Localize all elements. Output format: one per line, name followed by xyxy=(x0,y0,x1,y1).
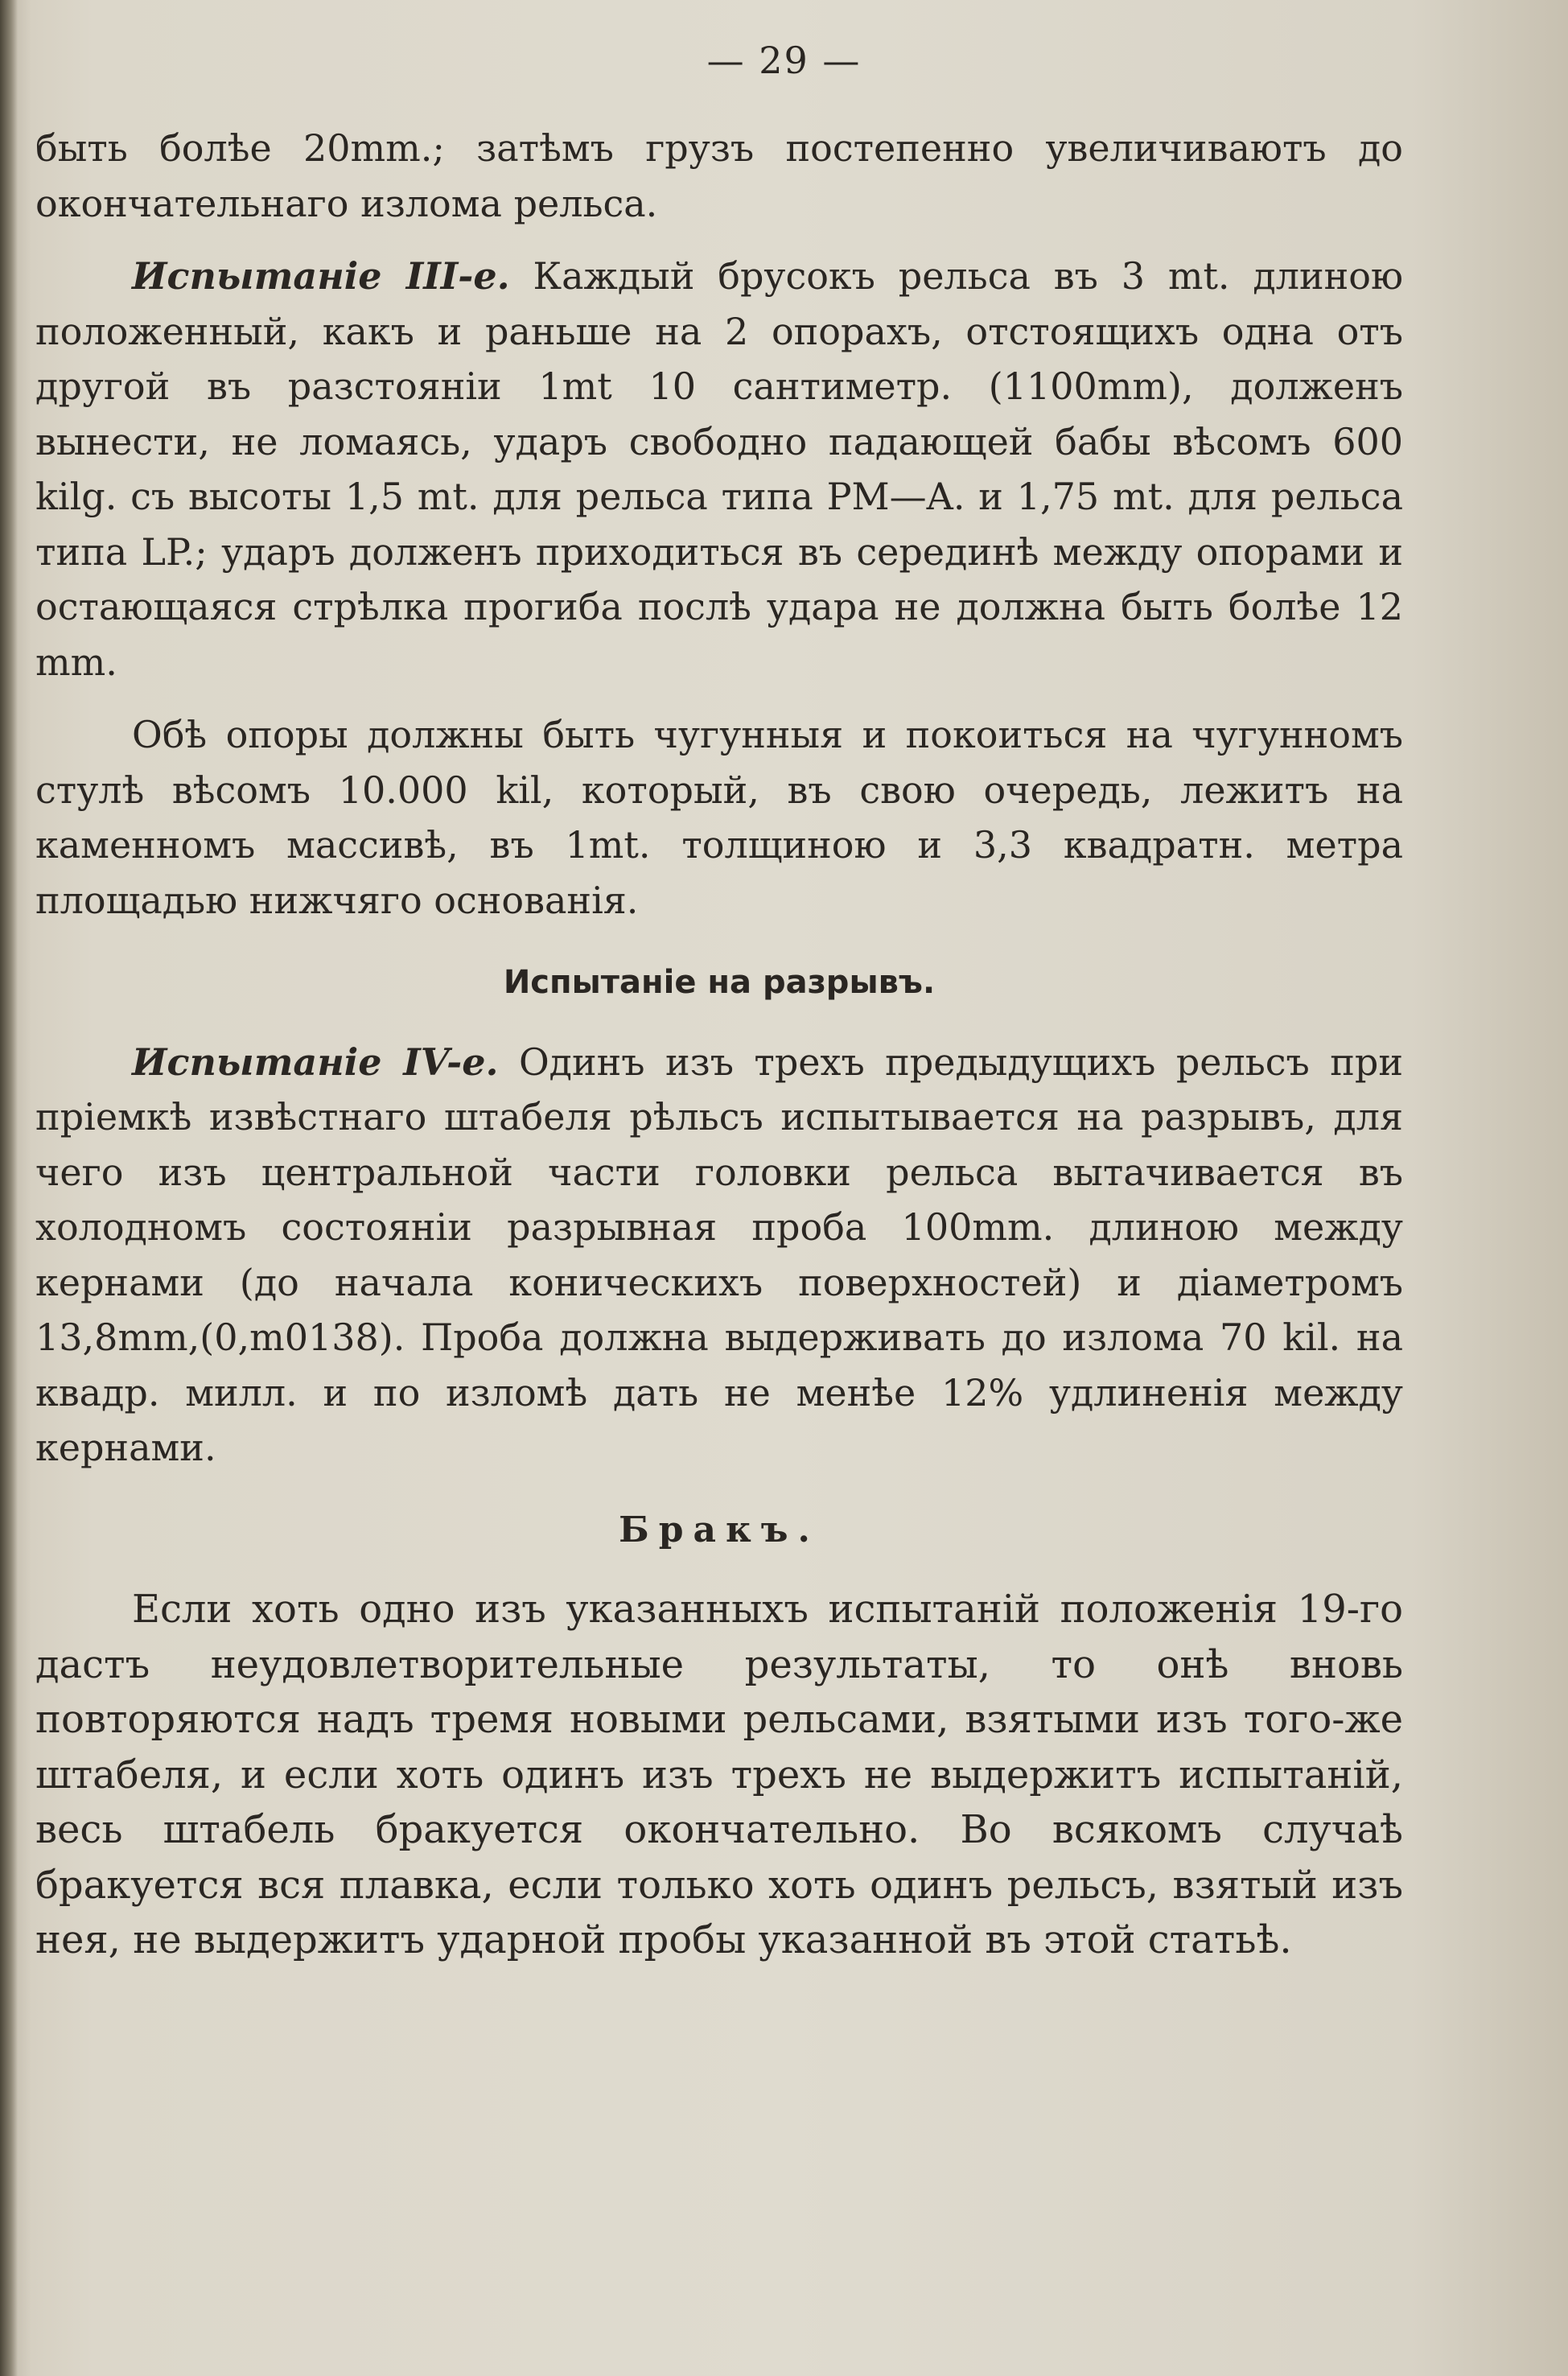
section-heading-tensile: Испытаніе на разрывъ. xyxy=(503,964,936,1001)
paragraph-reject: Если хоть одно изъ указанныхъ испытаній положенія 19-го дастъ неудовлетворительные результаты, то онѣ вновь повторяются надъ тремя новыми рельсами, взятыми изъ того-же штабеля, и если хоть одинъ изъ трехъ не выдержитъ испытаній, весь штабель бракуется окончательно. Во всякомъ случаѣ бракуется вся плавка, если только хоть одинъ рельсъ, взятый изъ нея, не выдержитъ ударной пробы указанной въ этой статьѣ. xyxy=(35,1587,1403,1962)
paragraph-supports: Обѣ опоры должны быть чугунныя и покоиться на чугунномъ стулѣ вѣсомъ 10.000 kil, который, въ свою очередь, лежитъ на каменномъ массивѣ, въ 1mt. толщиною и 3,3 квадратн. метра площадью нижчяго основанія. xyxy=(35,713,1403,922)
test-4-text: Одинъ изъ трехъ предыдущихъ рельсъ при пріемкѣ извѣстнаго штабеля рѣльсъ испытывается на разрывъ, для чего изъ центральной части головки рельса вытачивается въ холодномъ состояніи разрывная проба 100mm. длиною между кернами (до начала коническихъ поверхностей) и діаметромъ 13,8mm,(0,m0138). Проба должна выдерживать до излома 70 kil. на квадр. милл. и по изломѣ дать не менѣе 12% удлиненія между кернами. xyxy=(35,1040,1403,1469)
page-body xyxy=(35,121,1403,1968)
paragraph-test-4 xyxy=(35,1035,1403,1476)
paragraph-test-3 xyxy=(35,249,1403,690)
book-spine-shadow xyxy=(0,0,18,2376)
test-3-lead: Испытаніе III-е. xyxy=(132,254,510,298)
paragraph-continuation: быть болѣе 20mm.; затѣмъ грузъ постепенно увеличиваютъ до окончательнаго излома рельса. xyxy=(35,126,1403,225)
section-heading-reject: Бракъ. xyxy=(619,1509,820,1550)
test-3-text: Каждый брусокъ рельса въ 3 mt. длиною положенный, какъ и раньше на 2 опорахъ, отстоящихъ одна отъ другой въ разстояніи 1mt 10 сантиметр. (1100mm), долженъ вынести, не ломаясь, ударъ свободно падающей бабы вѣсомъ 600 kilg. съ высоты 1,5 mt. для рельса типа PM—A. и 1,75 mt. для рельса типа LP.; ударъ долженъ приходиться въ серединѣ между опорами и остающаяся стрѣлка прогиба послѣ удара не должна быть болѣе 12 mm. xyxy=(35,254,1403,684)
test-4-lead: Испытаніе IV-е. xyxy=(132,1040,499,1084)
page-number: — 29 — xyxy=(706,39,862,82)
